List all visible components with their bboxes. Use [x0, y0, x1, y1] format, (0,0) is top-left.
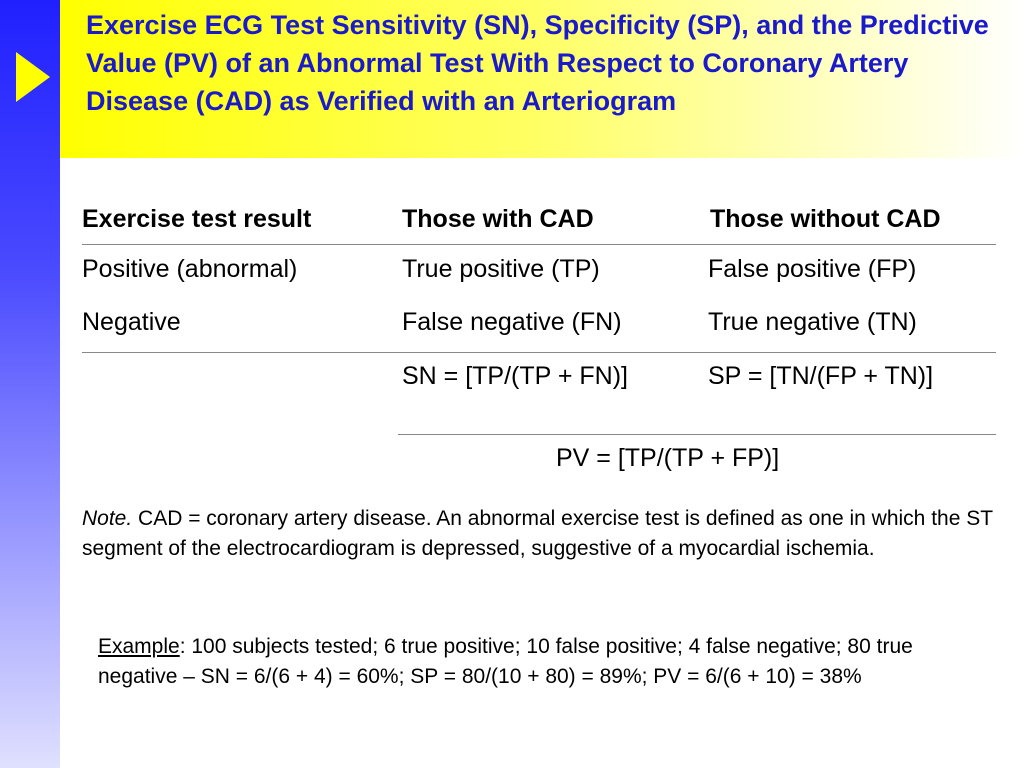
note-text: CAD = coronary artery disease. An abnormal exercise test is defined as one in which the ST segment of the electrocardiogram is depressed, suggestive of a myocardial ischemia.	[82, 507, 993, 560]
example-paragraph	[98, 632, 998, 692]
note-paragraph	[82, 504, 1002, 564]
slide-title: Exercise ECG Test Sensitivity (SN), Specificity (SP), and the Predictive Value (PV) of an Abnormal Test With Respect to Coronary Artery Disease (CAD) as Verified with an Arteriogram	[86, 10, 989, 116]
cell-false-negative: False negative (FN)	[402, 308, 622, 336]
header-divider	[82, 244, 996, 245]
body-divider	[82, 352, 996, 353]
header-with-cad: Those with CAD	[402, 205, 594, 233]
cell-true-positive: True positive (TP)	[402, 255, 600, 283]
example-text: : 100 subjects tested; 6 true positive; 10 false positive; 4 false negative; 80 true negative – SN = 6/(6 + 4) = 60%; SP = 80/(10 + 80) = 89%; PV = 6/(6 + 10) = 38%	[98, 635, 913, 688]
note-label: Note.	[82, 507, 133, 530]
row-positive-label: Positive (abnormal)	[82, 255, 298, 283]
triangle-bullet-icon	[16, 52, 50, 102]
sidebar-bar	[0, 0, 60, 768]
cell-true-negative: True negative (TN)	[708, 308, 917, 336]
sp-formula: SP = [TN/(FP + TN)]	[708, 362, 934, 390]
example-label: Example	[98, 635, 180, 658]
sn-formula: SN = [TP/(TP + FN)]	[402, 362, 628, 390]
header-exercise-result: Exercise test result	[82, 205, 312, 233]
pv-divider	[398, 434, 996, 435]
header-without-cad: Those without CAD	[710, 205, 941, 233]
pv-formula: PV = [TP/(TP + FP)]	[556, 444, 780, 472]
cell-false-positive: False positive (FP)	[708, 255, 917, 283]
row-negative-label: Negative	[82, 308, 181, 336]
